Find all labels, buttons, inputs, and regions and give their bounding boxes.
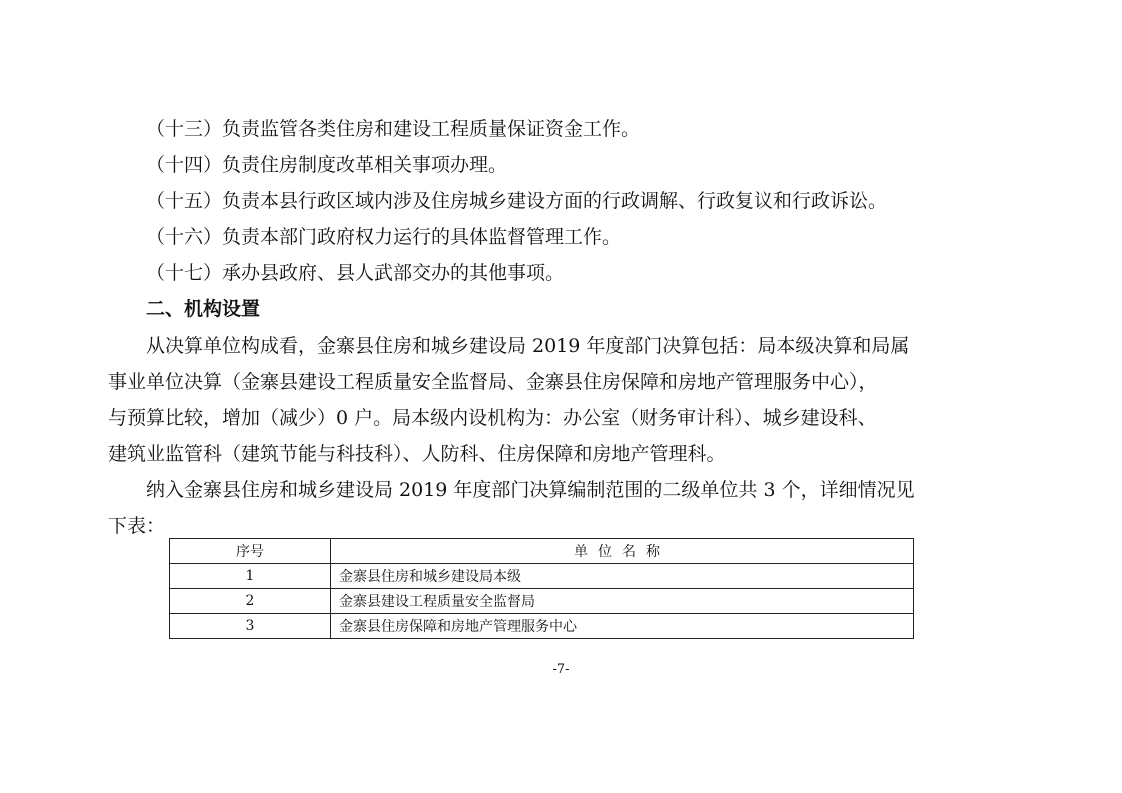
row-number: 3 <box>170 614 331 639</box>
item-15: （十五）负责本县行政区域内涉及住房城乡建设方面的行政调解、行政复议和行政诉讼。 <box>146 190 888 212</box>
table-row <box>170 589 914 614</box>
paragraph-1-line-1: 从决算单位构成看，金寨县住房和城乡建设局 2019 年度部门决算包括：局本级决算和局属 <box>146 335 910 357</box>
row-unit-name: 金寨县建设工程质量安全监督局 <box>331 589 914 614</box>
item-14: （十四）负责住房制度改革相关事项办理。 <box>146 154 508 176</box>
row-unit-name: 金寨县住房保障和房地产管理服务中心 <box>331 614 914 639</box>
header-serial-number: 序号 <box>170 539 331 564</box>
table-header-row <box>170 539 914 564</box>
paragraph-1-line-2: 事业单位决算（金寨县建设工程质量安全监督局、金寨县住房保障和房地产管理服务中心）， <box>108 371 878 393</box>
item-16: （十六）负责本部门政府权力运行的具体监督管理工作。 <box>146 226 622 248</box>
header-unit-name: 单位名称 <box>331 539 914 564</box>
paragraph-1-line-3: 与预算比较，增加（减少）0 户。局本级内设机构为：办公室（财务审计科）、城乡建设科、 <box>108 407 877 429</box>
table-row <box>170 614 914 639</box>
item-13: （十三）负责监管各类住房和建设工程质量保证资金工作。 <box>146 118 641 140</box>
section-heading: 二、机构设置 <box>146 298 261 320</box>
paragraph-2-line-1: 纳入金寨县住房和城乡建设局 2019 年度部门决算编制范围的二级单位共 3 个，详细情况见 <box>146 479 915 501</box>
row-unit-name: 金寨县住房和城乡建设局本级 <box>331 564 914 589</box>
table-row <box>170 564 914 589</box>
row-number: 2 <box>170 589 331 614</box>
paragraph-1-line-4: 建筑业监管科（建筑节能与科技科）、人防科、住房保障和房地产管理科。 <box>108 443 726 465</box>
paragraph-2-line-2: 下表： <box>108 515 166 537</box>
page-number: -7- <box>552 662 570 677</box>
item-17: （十七）承办县政府、县人武部交办的其他事项。 <box>146 262 565 284</box>
units-table <box>169 538 914 639</box>
row-number: 1 <box>170 564 331 589</box>
